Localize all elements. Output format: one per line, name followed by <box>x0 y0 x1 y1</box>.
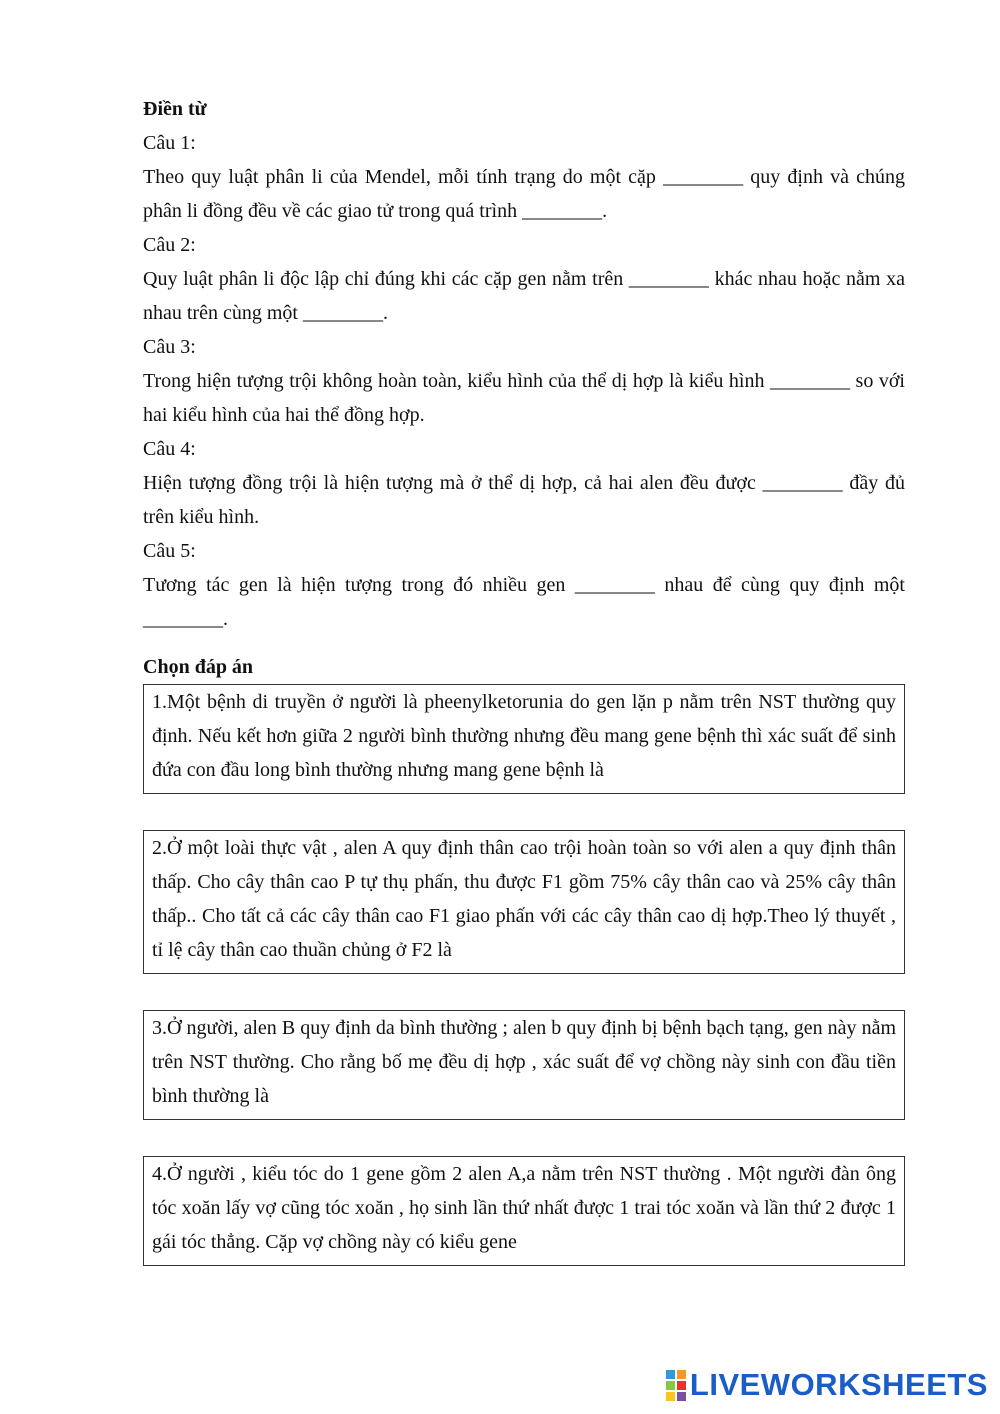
worksheet-page <box>143 92 905 1266</box>
question-text: Quy luật phân li độc lập chỉ đúng khi các cặp gen nằm trên ________ khác nhau hoặc nằm xa nhau trên cùng một ________. <box>143 268 905 324</box>
question-label: Câu 1: <box>143 132 196 154</box>
question-label: Câu 4: <box>143 438 196 460</box>
question-label: Câu 3: <box>143 336 196 358</box>
choice-question-box: 2.Ở một loài thực vật , alen A quy định thân cao trội hoàn toàn so với alen a quy định thân thấp. Cho cây thân cao P tự thụ phấn, thu được F1 gồm 75% cây thân cao và 25% cây thân thấp.. Cho tất cả các cây thân cao F1 giao phấn với các cây thân cao dị hợp.Theo lý thuyết , tỉ lệ cây thân cao thuần chủng ở F2 là <box>143 830 905 974</box>
section-fill-in-title: Điền từ <box>143 98 207 120</box>
fill-in-question <box>143 228 905 330</box>
question-text: Hiện tượng đồng trội là hiện tượng mà ở thể dị hợp, cả hai alen đều được ________ đầy đủ trên kiểu hình. <box>143 472 905 528</box>
fill-in-question <box>143 432 905 534</box>
choice-question-box: 1.Một bệnh di truyền ở người là pheenylketorunia do gen lặn p nằm trên NST thường quy định. Nếu kết hơn giữa 2 người bình thường nhưng đều mang gene bệnh thì xác suất để sinh đứa con đầu long bình thường nhưng mang gene bệnh là <box>143 684 905 794</box>
choice-question-box: 4.Ở người , kiểu tóc do 1 gene gồm 2 alen A,a nằm trên NST thường . Một người đàn ông tóc xoăn lấy vợ cũng tóc xoăn , họ sinh lần thứ nhất được 1 trai tóc xoăn và lần thứ 2 được 1 gái tóc thẳng. Cặp vợ chồng này có kiểu gene <box>143 1156 905 1266</box>
logo-blocks-icon <box>666 1370 686 1401</box>
section-multiple-choice-title: Chọn đáp án <box>143 656 254 678</box>
choice-question-box: 3.Ở người, alen B quy định da bình thường ; alen b quy định bị bệnh bạch tạng, gen này nằm trên NST thường. Cho rằng bố mẹ đều dị hợp , xác suất để vợ chồng này sinh con đầu tiền bình thường là <box>143 1010 905 1120</box>
question-label: Câu 2: <box>143 234 196 256</box>
fill-in-question <box>143 330 905 432</box>
brand-name: LIVEWORKSHEETS <box>689 1367 988 1402</box>
fill-in-question <box>143 126 905 228</box>
liveworksheets-logo <box>666 1368 988 1402</box>
question-label: Câu 5: <box>143 540 196 562</box>
question-text: Theo quy luật phân li của Mendel, mỗi tính trạng do một cặp ________ quy định và chúng phân li đồng đều về các giao tử trong quá trình ________. <box>143 166 905 222</box>
question-text: Tương tác gen là hiện tượng trong đó nhiều gen ________ nhau để cùng quy định một ________. <box>143 574 905 630</box>
question-text: Trong hiện tượng trội không hoàn toàn, kiểu hình của thể dị hợp là kiểu hình ________ so với hai kiểu hình của hai thể đồng hợp. <box>143 370 905 426</box>
fill-in-question <box>143 534 905 636</box>
